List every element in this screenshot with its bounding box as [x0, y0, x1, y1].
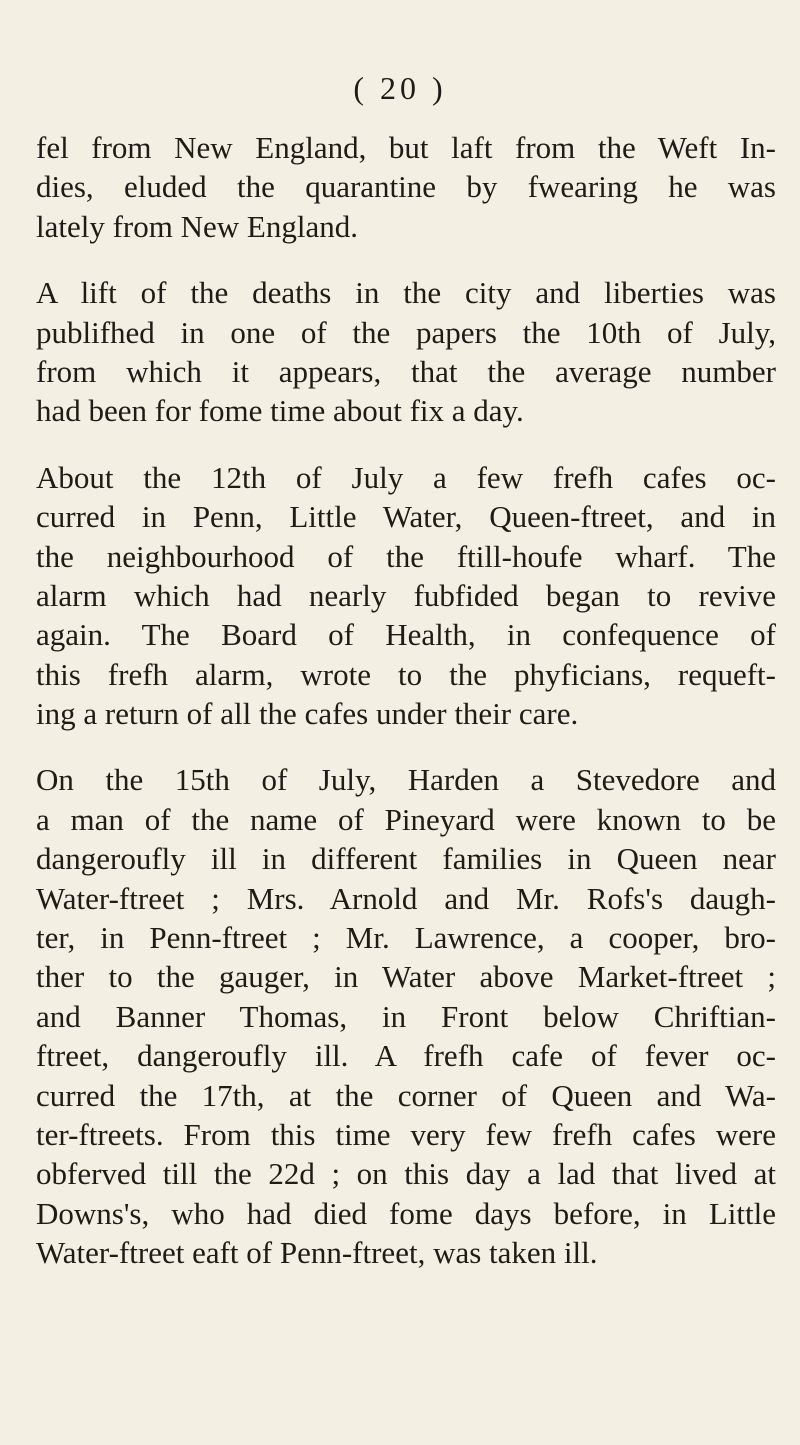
text-line: ther to the gauger, in Water above Market-ftreet ;: [36, 959, 776, 995]
paragraph-gap: [36, 733, 776, 760]
text-line: About the 12th of July a few frefh cafes oc-: [36, 459, 776, 495]
text-line: lately from New England.: [36, 208, 358, 244]
text-line: dangeroufly ill in different families in Queen near: [36, 841, 776, 877]
text-line: dies, eluded the quarantine by fwearing he was: [36, 169, 776, 205]
text-line: and Banner Thomas, in Front below Chriftian-: [36, 998, 776, 1034]
text-line: curred the 17th, at the corner of Queen and Wa-: [36, 1077, 776, 1113]
text-line: again. The Board of Health, in confequence of: [36, 617, 776, 653]
paragraph-gap: [36, 431, 776, 458]
body-text: [36, 128, 776, 1273]
text-line: had been for fome time about fix a day.: [36, 393, 524, 429]
text-line: Water-ftreet ; Mrs. Arnold and Mr. Rofs's daugh-: [36, 880, 776, 916]
paragraph: [36, 760, 776, 1272]
page-number: ( 20 ): [353, 70, 447, 106]
text-line: curred in Penn, Little Water, Queen-ftreet, and in: [36, 499, 776, 535]
text-line: from which it appears, that the average number: [36, 353, 776, 389]
text-line: publifhed in one of the papers the 10th of July,: [36, 314, 776, 350]
paragraph: [36, 458, 776, 734]
text-line: alarm which had nearly fubfided began to revive: [36, 577, 776, 613]
paragraph: [36, 273, 776, 431]
paragraph-gap: [36, 246, 776, 273]
text-line: On the 15th of July, Harden a Stevedore and: [36, 762, 776, 798]
text-line: ing a return of all the cafes under their care.: [36, 696, 579, 732]
text-line: ftreet, dangeroufly ill. A frefh cafe of fever oc-: [36, 1038, 776, 1074]
text-line: A lift of the deaths in the city and liberties was: [36, 275, 776, 311]
text-line: a man of the name of Pineyard were known to be: [36, 801, 776, 837]
text-line: obferved till the 22d ; on this day a lad that lived at: [36, 1156, 776, 1192]
text-line: the neighbourhood of the ftill-houfe wharf. The: [36, 538, 776, 574]
paragraph: [36, 128, 776, 246]
text-line: ter, in Penn-ftreet ; Mr. Lawrence, a cooper, bro-: [36, 920, 776, 956]
text-line: Water-ftreet eaft of Penn-ftreet, was taken ill.: [36, 1235, 598, 1271]
text-line: this frefh alarm, wrote to the phyficians, requeft-: [36, 656, 776, 692]
text-line: fel from New England, but laft from the Weft In-: [36, 130, 776, 165]
text-line: ter-ftreets. From this time very few frefh cafes were: [36, 1116, 776, 1152]
text-line: Downs's, who had died fome days before, in Little: [36, 1195, 776, 1231]
